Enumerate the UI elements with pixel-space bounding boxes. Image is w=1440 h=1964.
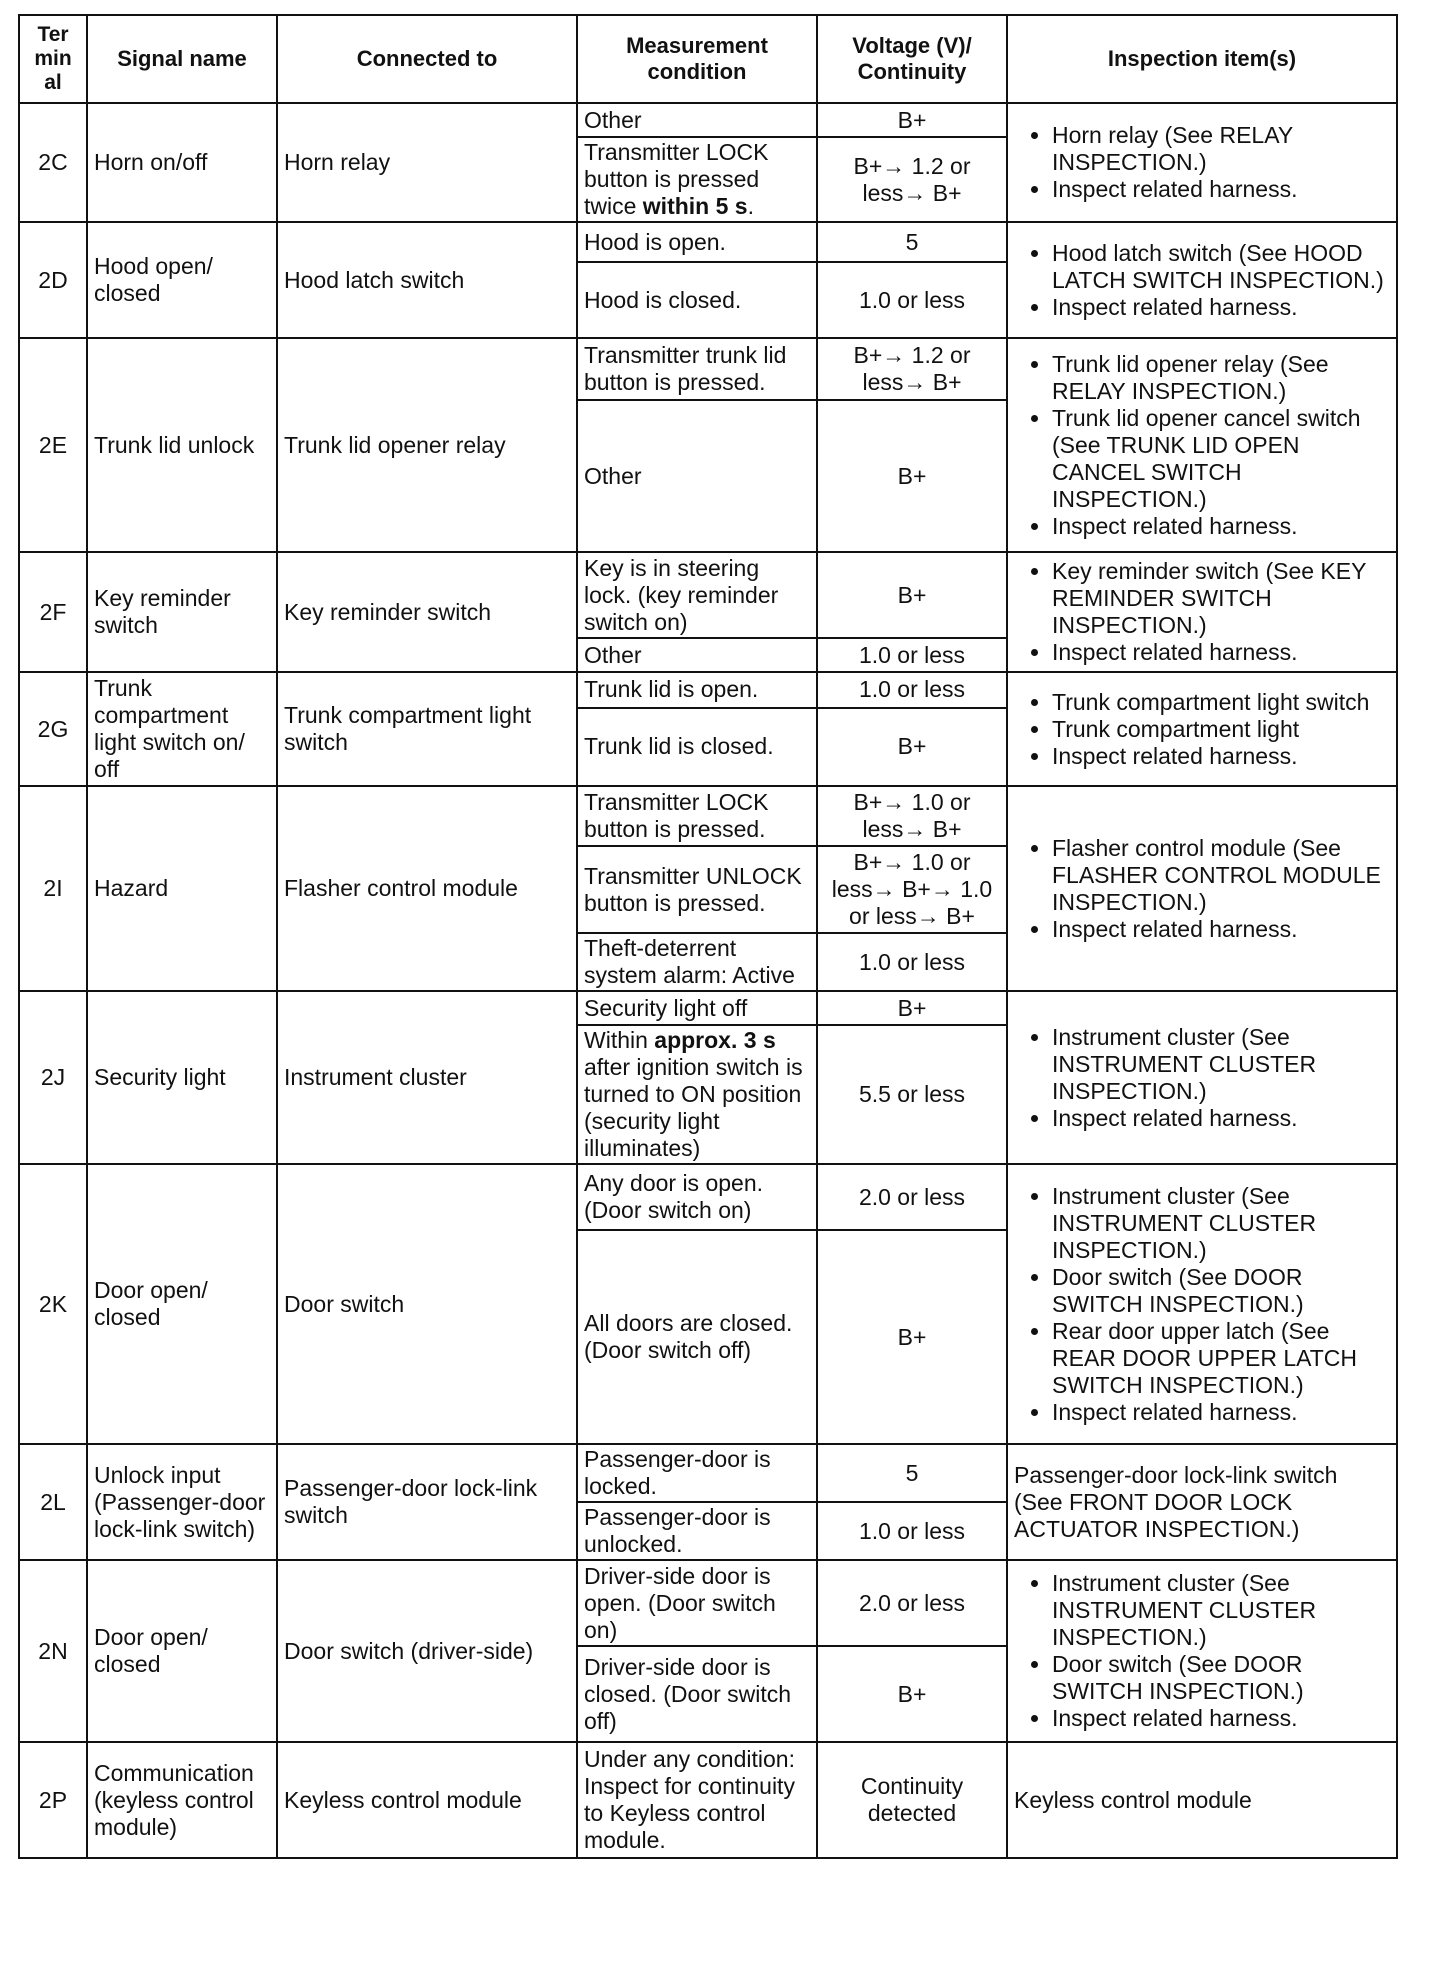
voltage-cell: 1.0 or less	[817, 262, 1007, 338]
signal-name-cell: Security light	[87, 991, 277, 1164]
connected-to-cell: Key reminder switch	[277, 552, 577, 672]
terminal-cell: 2L	[19, 1444, 87, 1560]
list-item: • Trunk lid opener cancel switch (See TRUNK LID OPEN CANCEL SWITCH INSPECTION.)	[1052, 405, 1390, 513]
table-row	[19, 1444, 1397, 1502]
list-item: • Instrument cluster (See INSTRUMENT CLUSTER INSPECTION.)	[1052, 1570, 1390, 1651]
signal-name-cell: Unlock input (Passenger-door lock-link switch)	[87, 1444, 277, 1560]
list-item: • Horn relay (See RELAY INSPECTION.)	[1052, 122, 1390, 176]
inspection-list	[1014, 558, 1390, 666]
table-row	[19, 1164, 1397, 1230]
inspection-items-cell: Keyless control module	[1007, 1742, 1397, 1858]
connected-to-cell: Hood latch switch	[277, 222, 577, 338]
terminal-inspection-sheet	[18, 14, 1396, 1859]
voltage-cell: B+	[817, 400, 1007, 552]
list-item: • Trunk compartment light switch	[1052, 689, 1390, 716]
list-item: • Hood latch switch (See HOOD LATCH SWITCH INSPECTION.)	[1052, 240, 1390, 294]
measurement-condition-cell: Hood is closed.	[577, 262, 817, 338]
connected-to-cell: Trunk lid opener relay	[277, 338, 577, 552]
voltage-cell: B+→ 1.2 or less→ B+	[817, 137, 1007, 222]
connected-to-cell: Horn relay	[277, 103, 577, 222]
terminal-cell: 2P	[19, 1742, 87, 1858]
signal-name-cell: Door open/ closed	[87, 1560, 277, 1742]
measurement-condition-cell	[577, 137, 817, 222]
voltage-cell: Continuity detected	[817, 1742, 1007, 1858]
inspection-items-cell	[1007, 672, 1397, 786]
inspection-items-cell	[1007, 338, 1397, 552]
table-row	[19, 1560, 1397, 1646]
signal-name-cell: Communication (keyless control module)	[87, 1742, 277, 1858]
list-item: • Trunk compartment light	[1052, 716, 1390, 743]
signal-name-cell: Door open/ closed	[87, 1164, 277, 1444]
measurement-condition-cell: Driver-side door is closed. (Door switch off)	[577, 1646, 817, 1742]
voltage-cell: B+	[817, 103, 1007, 137]
voltage-cell: 2.0 or less	[817, 1560, 1007, 1646]
table-row	[19, 991, 1397, 1025]
signal-name-cell: Trunk compartment light switch on/ off	[87, 672, 277, 786]
voltage-cell: B+	[817, 1230, 1007, 1444]
terminal-cell: 2D	[19, 222, 87, 338]
voltage-cell: B+	[817, 552, 1007, 638]
measurement-condition-cell: Hood is open.	[577, 222, 817, 262]
measurement-condition-cell: Other	[577, 400, 817, 552]
list-item: • Inspect related harness.	[1052, 513, 1390, 540]
list-item: • Rear door upper latch (See REAR DOOR UPPER LATCH SWITCH INSPECTION.)	[1052, 1318, 1390, 1399]
header-terminal: Ter min al	[19, 15, 87, 103]
inspection-items-cell	[1007, 991, 1397, 1164]
table-row	[19, 672, 1397, 708]
list-item: • Door switch (See DOOR SWITCH INSPECTION.)	[1052, 1651, 1390, 1705]
measurement-condition-cell: Trunk lid is open.	[577, 672, 817, 708]
voltage-cell: B+→ 1.0 or less→ B+	[817, 786, 1007, 846]
inspection-items-cell: Passenger-door lock-link switch (See FRONT DOOR LOCK ACTUATOR INSPECTION.)	[1007, 1444, 1397, 1560]
measurement-condition-cell: Driver-side door is open. (Door switch on)	[577, 1560, 817, 1646]
header-signal-name: Signal name	[87, 15, 277, 103]
measurement-condition-cell: Other	[577, 103, 817, 137]
measurement-condition-cell: Transmitter trunk lid button is pressed.	[577, 338, 817, 400]
measurement-condition-cell: Any door is open. (Door switch on)	[577, 1164, 817, 1230]
signal-name-cell: Key reminder switch	[87, 552, 277, 672]
measurement-condition-cell: Transmitter UNLOCK button is pressed.	[577, 846, 817, 933]
terminal-cell: 2C	[19, 103, 87, 222]
voltage-cell: 1.0 or less	[817, 672, 1007, 708]
measurement-condition-cell: All doors are closed. (Door switch off)	[577, 1230, 817, 1444]
measurement-condition-cell: Key is in steering lock. (key reminder switch on)	[577, 552, 817, 638]
table-row	[19, 103, 1397, 137]
terminal-cell: 2K	[19, 1164, 87, 1444]
voltage-cell: B+	[817, 1646, 1007, 1742]
inspection-items-cell	[1007, 1164, 1397, 1444]
inspection-items-cell	[1007, 1560, 1397, 1742]
terminal-inspection-table	[18, 14, 1398, 1859]
inspection-items-cell	[1007, 103, 1397, 222]
signal-name-cell: Horn on/off	[87, 103, 277, 222]
list-item: • Inspect related harness.	[1052, 1705, 1390, 1732]
terminal-cell: 2N	[19, 1560, 87, 1742]
terminal-cell: 2I	[19, 786, 87, 991]
header-measurement-condition: Measurement condition	[577, 15, 817, 103]
list-item: • Door switch (See DOOR SWITCH INSPECTION.)	[1052, 1264, 1390, 1318]
list-item: • Key reminder switch (See KEY REMINDER SWITCH INSPECTION.)	[1052, 558, 1390, 639]
terminal-cell: 2G	[19, 672, 87, 786]
voltage-cell: 1.0 or less	[817, 1502, 1007, 1560]
connected-to-cell: Passenger-door lock-link switch	[277, 1444, 577, 1560]
measurement-condition-cell: Trunk lid is closed.	[577, 708, 817, 786]
list-item: • Inspect related harness.	[1052, 743, 1390, 770]
condition-text: Within	[584, 1027, 655, 1053]
voltage-cell: 5	[817, 1444, 1007, 1502]
signal-name-cell: Hood open/ closed	[87, 222, 277, 338]
voltage-cell: 1.0 or less	[817, 933, 1007, 991]
table-row	[19, 1742, 1397, 1858]
inspection-list	[1014, 1183, 1390, 1426]
signal-name-cell: Trunk lid unlock	[87, 338, 277, 552]
measurement-condition-cell: Under any condition: Inspect for continuity to Keyless control module.	[577, 1742, 817, 1858]
header-row	[19, 15, 1397, 103]
inspection-list	[1014, 1024, 1390, 1132]
inspection-list	[1014, 240, 1390, 321]
condition-emphasis: within 5 s	[642, 193, 748, 219]
voltage-cell: B+→ 1.0 or less→ B+→ 1.0 or less→ B+	[817, 846, 1007, 933]
list-item: • Trunk lid opener relay (See RELAY INSPECTION.)	[1052, 351, 1390, 405]
voltage-cell: 5.5 or less	[817, 1025, 1007, 1164]
header-inspection-items: Inspection item(s)	[1007, 15, 1397, 103]
inspection-list	[1014, 1570, 1390, 1732]
table-row	[19, 786, 1397, 846]
condition-text-suffix: .	[747, 193, 754, 219]
voltage-cell: B+	[817, 991, 1007, 1025]
measurement-condition-cell: Security light off	[577, 991, 817, 1025]
voltage-cell: B+→ 1.2 or less→ B+	[817, 338, 1007, 400]
measurement-condition-cell: Other	[577, 638, 817, 672]
measurement-condition-cell: Theft-deterrent system alarm: Active	[577, 933, 817, 991]
inspection-items-cell	[1007, 552, 1397, 672]
terminal-cell: 2F	[19, 552, 87, 672]
table-body	[19, 103, 1397, 1858]
connected-to-cell: Keyless control module	[277, 1742, 577, 1858]
voltage-cell: B+	[817, 708, 1007, 786]
connected-to-cell: Door switch	[277, 1164, 577, 1444]
voltage-cell: 5	[817, 222, 1007, 262]
connected-to-cell: Trunk compartment light switch	[277, 672, 577, 786]
inspection-items-cell	[1007, 222, 1397, 338]
list-item: • Inspect related harness.	[1052, 1105, 1390, 1132]
inspection-items-cell	[1007, 786, 1397, 991]
list-item: • Inspect related harness.	[1052, 1399, 1390, 1426]
condition-text: Transmitter LOCK button is pressed twice	[584, 139, 775, 219]
list-item: • Inspect related harness.	[1052, 639, 1390, 666]
table-row	[19, 222, 1397, 262]
measurement-condition-cell: Transmitter LOCK button is pressed.	[577, 786, 817, 846]
header-voltage-continuity: Voltage (V)/ Continuity	[817, 15, 1007, 103]
voltage-cell: 2.0 or less	[817, 1164, 1007, 1230]
condition-emphasis: approx. 3 s	[654, 1027, 776, 1053]
list-item: • Instrument cluster (See INSTRUMENT CLUSTER INSPECTION.)	[1052, 1183, 1390, 1264]
connected-to-cell: Door switch (driver-side)	[277, 1560, 577, 1742]
list-item: • Flasher control module (See FLASHER CONTROL MODULE INSPECTION.)	[1052, 835, 1390, 916]
signal-name-cell: Hazard	[87, 786, 277, 991]
terminal-cell: 2J	[19, 991, 87, 1164]
table-row	[19, 338, 1397, 400]
voltage-cell: 1.0 or less	[817, 638, 1007, 672]
list-item: • Instrument cluster (See INSTRUMENT CLUSTER INSPECTION.)	[1052, 1024, 1390, 1105]
list-item: • Inspect related harness.	[1052, 294, 1390, 321]
list-item: • Inspect related harness.	[1052, 916, 1390, 943]
header-connected-to: Connected to	[277, 15, 577, 103]
table-row	[19, 552, 1397, 638]
inspection-list	[1014, 122, 1390, 203]
measurement-condition-cell: Passenger-door is unlocked.	[577, 1502, 817, 1560]
inspection-list	[1014, 351, 1390, 540]
connected-to-cell: Instrument cluster	[277, 991, 577, 1164]
connected-to-cell: Flasher control module	[277, 786, 577, 991]
list-item: • Inspect related harness.	[1052, 176, 1390, 203]
inspection-list	[1014, 689, 1390, 770]
measurement-condition-cell: Passenger-door is locked.	[577, 1444, 817, 1502]
condition-text-suffix: after ignition switch is turned to ON position (security light illuminates)	[584, 1027, 809, 1161]
terminal-cell: 2E	[19, 338, 87, 552]
inspection-list	[1014, 835, 1390, 943]
measurement-condition-cell	[577, 1025, 817, 1164]
